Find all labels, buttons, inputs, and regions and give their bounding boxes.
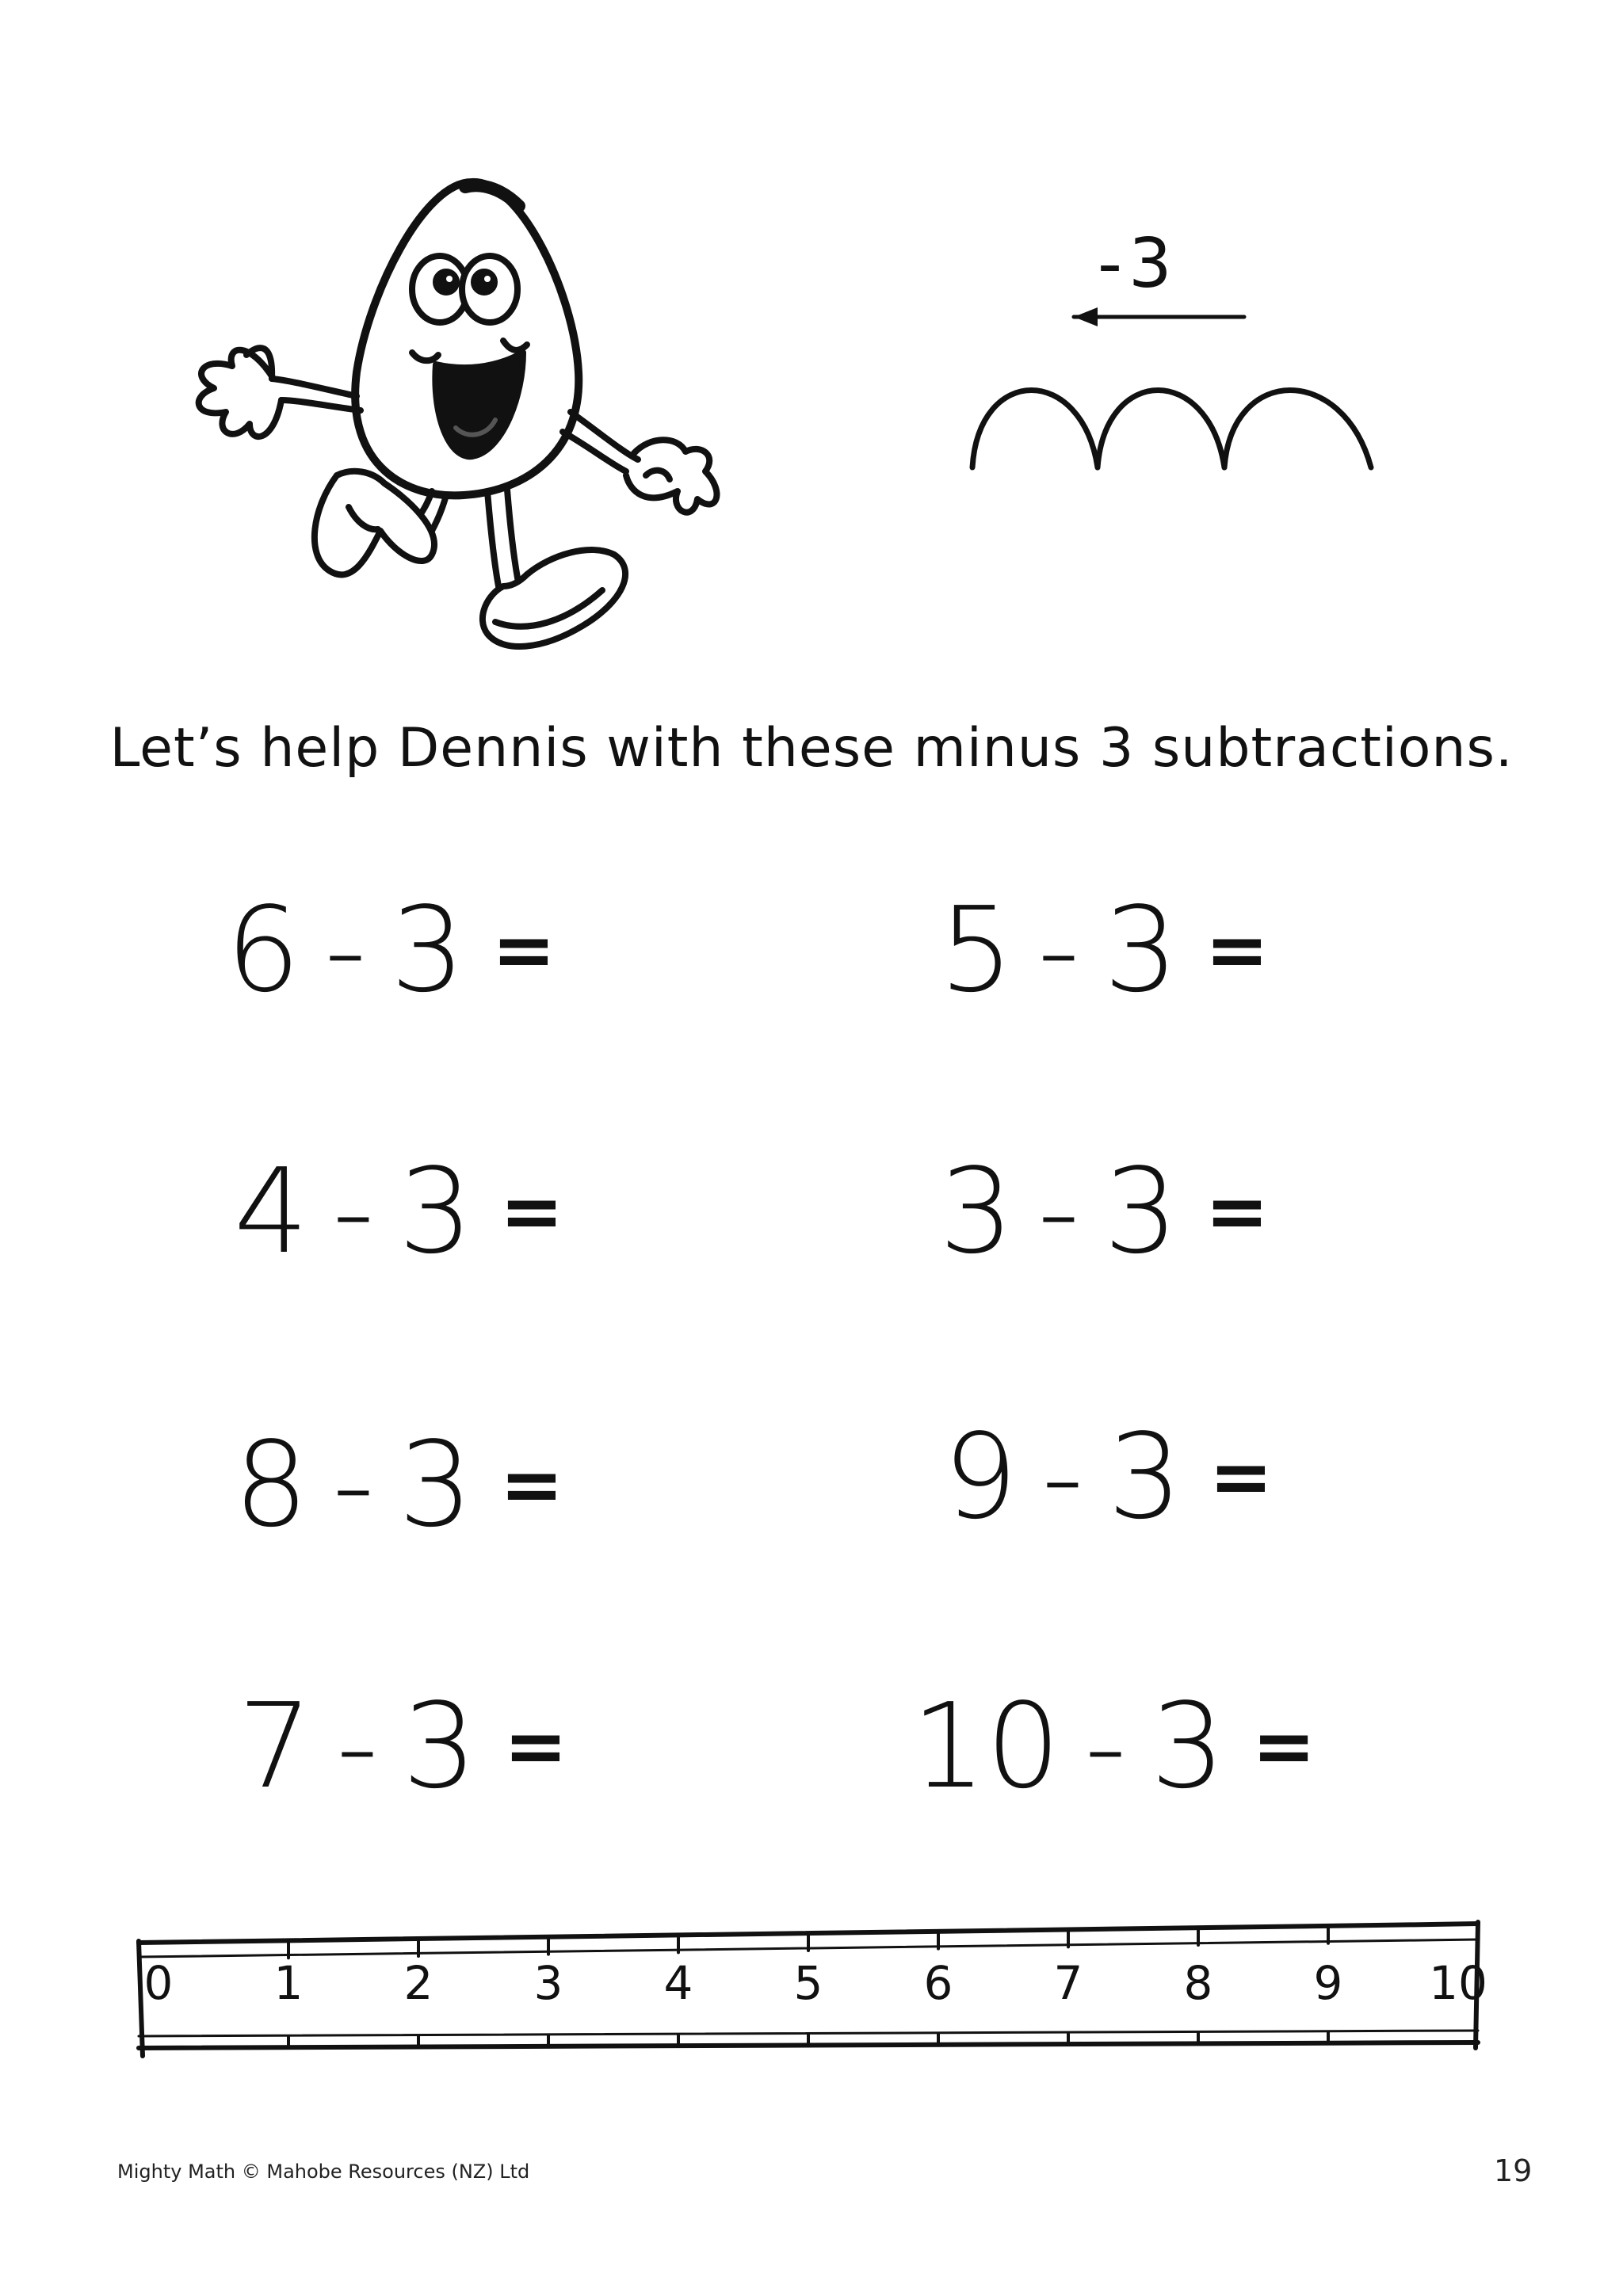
problem-minuend: 5 (939, 882, 1014, 1018)
problem-operator: - (324, 882, 367, 1018)
problem-operator: - (332, 1417, 375, 1553)
problem-subtrahend: 3 (402, 1678, 477, 1814)
problem-operator: - (336, 1678, 379, 1814)
problem-equals: = (1205, 906, 1270, 994)
problem-minuend: 4 (234, 1143, 309, 1280)
problem-equals: = (1205, 1167, 1270, 1256)
number-line-label: 7 (1053, 1956, 1083, 2010)
problem-8 (911, 1678, 1316, 1814)
left-arrowhead (1074, 307, 1098, 326)
problem-subtrahend: 3 (390, 882, 465, 1018)
jump-arc-3 (1224, 391, 1371, 468)
dennis-egg-illustration (170, 158, 741, 681)
problem-3 (234, 1143, 564, 1280)
problem-operator: - (1037, 882, 1080, 1018)
jump-arc-2 (1098, 391, 1224, 468)
jump-label: -3 (1098, 224, 1178, 303)
number-line-label: 2 (403, 1956, 433, 2010)
number-line-label: 10 (1429, 1956, 1487, 2010)
problem-subtrahend: 3 (398, 1143, 473, 1280)
problem-subtrahend: 3 (398, 1417, 473, 1553)
problem-5 (234, 1417, 564, 1553)
problem-equals: = (499, 1167, 564, 1256)
problem-minuend: 9 (943, 1409, 1018, 1545)
problem-operator: - (1037, 1143, 1080, 1280)
instruction-text: Let’s help Dennis with these minus 3 subtractions. (109, 717, 1514, 780)
problem-equals: = (1251, 1702, 1316, 1791)
problem-minuend: 8 (234, 1417, 309, 1553)
problem-2 (939, 882, 1270, 1018)
problem-operator: - (1084, 1678, 1127, 1814)
problem-subtrahend: 3 (1107, 1409, 1182, 1545)
problem-operator: - (1041, 1409, 1084, 1545)
footer-credit: Mighty Math © Mahobe Resources (NZ) Ltd (117, 2161, 530, 2183)
problem-6 (943, 1409, 1274, 1545)
number-line-label: 3 (533, 1956, 563, 2010)
problem-minuend: 3 (939, 1143, 1014, 1280)
page-number: 19 (1494, 2153, 1533, 2188)
problem-subtrahend: 3 (1150, 1678, 1225, 1814)
problem-minuend: 7 (238, 1678, 313, 1814)
problem-subtrahend: 3 (1103, 1143, 1178, 1280)
jump-arc-1 (972, 391, 1098, 468)
problem-equals: = (491, 906, 556, 994)
problem-equals: = (503, 1702, 568, 1791)
number-line-label: 6 (923, 1956, 953, 2010)
number-line-label: 1 (273, 1956, 304, 2010)
problem-equals: = (499, 1440, 564, 1529)
number-line-label: 8 (1183, 1956, 1213, 2010)
problem-equals: = (1209, 1432, 1274, 1521)
number-line-label: 0 (143, 1956, 174, 2010)
problem-minuend: 6 (226, 882, 301, 1018)
problem-1 (226, 882, 556, 1018)
number-line-label: 9 (1313, 1956, 1343, 2010)
problem-7 (238, 1678, 568, 1814)
problem-minuend: 10 (911, 1678, 1061, 1814)
number-line (135, 1917, 1487, 2076)
problem-4 (939, 1143, 1270, 1280)
number-line-label: 4 (663, 1956, 693, 2010)
number-line-label: 5 (793, 1956, 823, 2010)
jump-diagram (947, 222, 1391, 483)
problem-operator: - (332, 1143, 375, 1280)
problem-subtrahend: 3 (1103, 882, 1178, 1018)
jump-arrows (947, 222, 1391, 483)
